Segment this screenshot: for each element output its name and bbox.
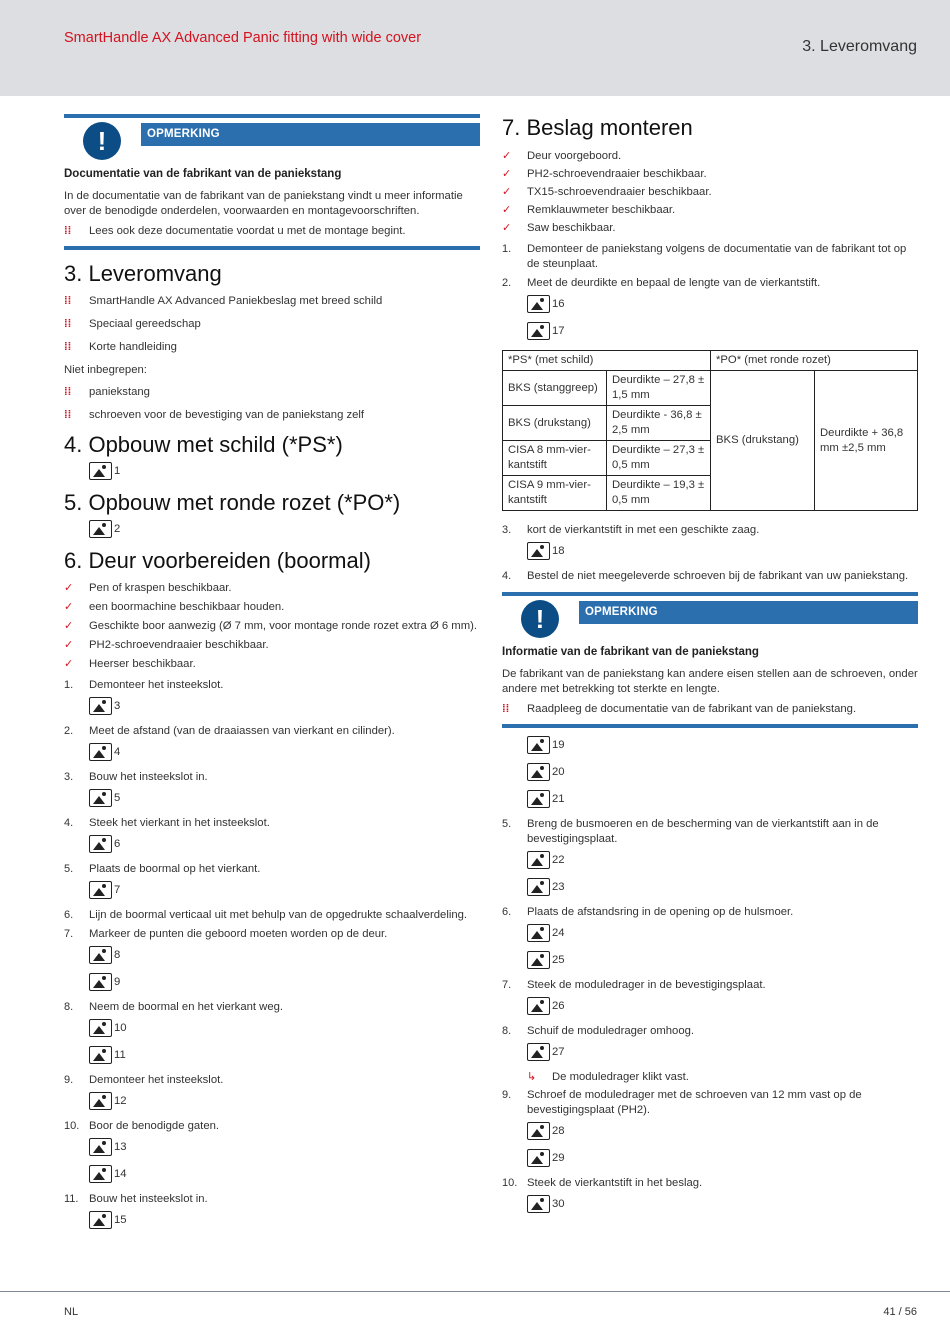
figure-number: 18 xyxy=(552,545,565,557)
figure-ref xyxy=(64,1138,480,1160)
image-icon xyxy=(527,878,550,896)
note-top-bar xyxy=(64,114,480,118)
note-bullet xyxy=(64,224,480,239)
figure-number: 1 xyxy=(114,465,121,477)
check-icon: ✓ xyxy=(502,204,512,216)
figure-ref xyxy=(502,924,918,946)
figure-ref xyxy=(502,295,918,317)
check-icon: ✓ xyxy=(64,601,74,613)
figure-number: 22 xyxy=(552,854,565,866)
step-number: 1. xyxy=(502,243,512,255)
image-icon xyxy=(89,1019,112,1037)
step-number: 7. xyxy=(502,979,512,991)
step-item xyxy=(64,724,480,739)
figure-ref xyxy=(64,789,480,811)
list-item-text: Saw beschikbaar. xyxy=(527,222,616,234)
step-item xyxy=(502,276,918,291)
image-icon xyxy=(527,542,550,560)
note-box xyxy=(64,114,480,162)
note-text: In de documentatie van de fabrikant van de paniekstang vindt u meer informatie over de benodigde onderdelen, voorwaarden en montagevoorschriften. xyxy=(64,190,463,217)
image-icon xyxy=(527,851,550,869)
note-text: De fabrikant van de paniekstang kan andere eisen stellen aan de schroeven, onder andere met betrekking tot sterkte en lengte. xyxy=(502,668,918,695)
image-icon xyxy=(89,835,112,853)
list-item xyxy=(64,340,480,355)
figure-number: 21 xyxy=(552,793,565,805)
figure-ref xyxy=(502,322,918,344)
image-icon xyxy=(89,1092,112,1110)
image-icon xyxy=(527,951,550,969)
step-text: Demonteer de paniekstang volgens de documentatie van de fabrikant tot op de steunplaat. xyxy=(527,243,907,270)
step-number: 8. xyxy=(64,1001,74,1013)
image-icon xyxy=(527,295,550,313)
image-icon xyxy=(89,973,112,991)
section-7-heading: 7. Beslag monteren xyxy=(502,115,693,140)
figure-ref xyxy=(502,763,918,785)
dimensions-table xyxy=(502,350,918,511)
figure-ref xyxy=(64,946,480,968)
step-number: 4. xyxy=(64,817,74,829)
exclamation-icon: ! xyxy=(83,122,121,160)
image-icon xyxy=(89,462,112,480)
step-text: Steek de moduledrager in de bevestigingsplaat. xyxy=(527,979,766,991)
step-item xyxy=(502,523,918,538)
step-number: 10. xyxy=(64,1120,80,1132)
image-icon xyxy=(527,322,550,340)
step-text: Steek de vierkantstift in het beslag. xyxy=(527,1177,703,1189)
figure-number: 5 xyxy=(114,792,121,804)
list-item-text: Korte handleiding xyxy=(89,341,177,353)
list-item xyxy=(502,185,918,200)
section-3-heading: 3. Leveromvang xyxy=(64,261,222,286)
figure-ref xyxy=(64,697,480,719)
figure-number: 3 xyxy=(114,700,121,712)
table-cell: CISA 9 mm-vierkantstift xyxy=(503,476,607,511)
figure-ref xyxy=(64,1092,480,1114)
step-text: Bouw het insteekslot in. xyxy=(89,1193,208,1205)
step-text: Schroef de moduledrager met de schroeven van 12 mm vast op de bevestigingsplaat (PH2). xyxy=(527,1089,862,1116)
step-text: Plaats de afstandsring in de opening op de hulsmoer. xyxy=(527,906,794,918)
list-item xyxy=(502,167,918,182)
table-cell: Deurdikte – 27,3 ± 0,5 mm xyxy=(607,441,711,476)
figure-group xyxy=(502,736,918,812)
figure-number: 15 xyxy=(114,1214,127,1226)
figure-number: 10 xyxy=(114,1022,127,1034)
step-number: 2. xyxy=(502,277,512,289)
figure-number: 23 xyxy=(552,881,565,893)
image-icon xyxy=(527,763,550,781)
step-number: 5. xyxy=(64,863,74,875)
check-icon: ✓ xyxy=(502,168,512,180)
step-item xyxy=(502,817,918,847)
figure-number: 4 xyxy=(114,746,121,758)
step-number: 8. xyxy=(502,1025,512,1037)
step-number: 1. xyxy=(64,679,74,691)
figure-number: 24 xyxy=(552,927,565,939)
check-icon: ✓ xyxy=(64,658,74,670)
figure-number: 29 xyxy=(552,1152,565,1164)
figure-ref xyxy=(502,790,918,812)
left-column xyxy=(64,114,480,1238)
figure-number: 27 xyxy=(552,1046,565,1058)
figure-number: 25 xyxy=(552,954,565,966)
note-label: OPMERKING xyxy=(141,123,480,146)
list-item xyxy=(64,385,480,400)
step-item xyxy=(64,862,480,877)
bullet-icon: ⁞⁞ xyxy=(64,341,72,353)
image-icon xyxy=(89,881,112,899)
image-icon xyxy=(527,1122,550,1140)
table-cell: Deurdikte – 27,8 ± 1,5 mm xyxy=(607,371,711,406)
step-item xyxy=(502,905,918,920)
figure-ref xyxy=(64,881,480,903)
image-icon xyxy=(89,1211,112,1229)
step-result xyxy=(527,1070,918,1085)
step-number: 6. xyxy=(64,909,74,921)
step-number: 7. xyxy=(64,928,74,940)
bullet-icon: ⁞⁞ xyxy=(64,386,72,398)
step-item xyxy=(502,1088,918,1118)
check-icon: ✓ xyxy=(502,186,512,198)
step-number: 5. xyxy=(502,818,512,830)
table-cell: BKS (drukstang) xyxy=(503,406,607,441)
step-number: 9. xyxy=(64,1074,74,1086)
note-bullet xyxy=(502,702,918,717)
section-label: 3. Leveromvang xyxy=(802,38,917,55)
step-item xyxy=(64,1073,480,1088)
section-6-heading: 6. Deur voorbereiden (boormal) xyxy=(64,548,371,573)
step-item xyxy=(64,678,480,693)
figure-ref xyxy=(502,1043,918,1065)
right-column xyxy=(502,114,918,1222)
figure-number: 8 xyxy=(114,949,121,961)
figure-ref xyxy=(502,736,918,758)
list-item-text: Geschikte boor aanwezig (Ø 7 mm, voor montage ronde rozet extra Ø 6 mm). xyxy=(89,620,478,632)
figure-number: 20 xyxy=(552,766,565,778)
figure-ref xyxy=(64,743,480,765)
step-number: 10. xyxy=(502,1177,518,1189)
list-item-text: TX15-schroevendraaier beschikbaar. xyxy=(527,186,712,198)
footer-language: NL xyxy=(64,1306,79,1318)
figure-ref xyxy=(64,1019,480,1041)
footer-divider xyxy=(0,1291,950,1292)
step-item xyxy=(64,1000,480,1015)
step-text: Plaats de boormal op het vierkant. xyxy=(89,863,261,875)
note-box xyxy=(502,592,918,640)
list-item-text: Deur voorgeboord. xyxy=(527,150,622,162)
table-cell: Deurdikte + 36,8 mm ±2,5 mm xyxy=(815,371,918,511)
list-item-text: PH2-schroevendraaier beschikbaar. xyxy=(89,639,269,651)
figure-ref xyxy=(64,973,480,995)
figure-number: 26 xyxy=(552,1000,565,1012)
figure-number: 7 xyxy=(114,884,121,896)
footer-page-number: 41 / 56 xyxy=(883,1306,917,1318)
step-text: Demonteer het insteekslot. xyxy=(89,1074,224,1086)
not-included-list xyxy=(64,385,480,423)
figure-number: 16 xyxy=(552,298,565,310)
table-cell: CISA 8 mm-vierkantstift xyxy=(503,441,607,476)
list-item-text: PH2-schroevendraaier beschikbaar. xyxy=(527,168,707,180)
list-item xyxy=(502,203,918,218)
step-number: 11. xyxy=(64,1193,79,1205)
list-item xyxy=(64,317,480,332)
step-text: Meet de deurdikte en bepaal de lengte van de vierkantstift. xyxy=(527,277,821,289)
list-item-text: Speciaal gereedschap xyxy=(89,318,201,330)
image-icon xyxy=(527,997,550,1015)
figure-ref xyxy=(502,997,918,1019)
list-item xyxy=(502,221,918,236)
image-icon xyxy=(89,789,112,807)
image-icon xyxy=(527,1195,550,1213)
image-icon xyxy=(89,1138,112,1156)
requirements-list xyxy=(502,149,918,236)
list-item xyxy=(502,149,918,164)
image-icon xyxy=(527,736,550,754)
step-item xyxy=(502,569,918,584)
list-item-text: Remklauwmeter beschikbaar. xyxy=(527,204,676,216)
figure-number: 17 xyxy=(552,325,565,337)
bullet-icon: ⁞⁞ xyxy=(502,703,510,715)
section-5-heading: 5. Opbouw met ronde rozet (*PO*) xyxy=(64,490,401,515)
table-header-ps: *PS* (met schild) xyxy=(503,351,711,371)
step-text: Markeer de punten die geboord moeten worden op de deur. xyxy=(89,928,388,940)
step-result-text: De moduledrager klikt vast. xyxy=(552,1071,689,1083)
image-icon xyxy=(527,924,550,942)
step-item xyxy=(64,770,480,785)
figure-ref xyxy=(64,520,480,542)
step-text: Bestel de niet meegeleverde schroeven bij de fabrikant van uw paniekstang. xyxy=(527,570,909,582)
step-item xyxy=(64,1192,480,1207)
figure-ref xyxy=(64,1046,480,1068)
list-item-text: schroeven voor de bevestiging van de paniekstang zelf xyxy=(89,409,365,421)
list-item xyxy=(64,581,480,596)
figure-number: 12 xyxy=(114,1095,127,1107)
step-item xyxy=(64,816,480,831)
step-item xyxy=(502,1176,918,1191)
note-bottom-bar xyxy=(64,246,480,250)
image-icon xyxy=(89,946,112,964)
figure-ref xyxy=(502,1122,918,1144)
document-title: SmartHandle AX Advanced Panic fitting with wide cover xyxy=(64,30,422,46)
figure-ref xyxy=(502,878,918,900)
step-number: 4. xyxy=(502,570,512,582)
bullet-icon: ⁞⁞ xyxy=(64,409,72,421)
step-number: 2. xyxy=(64,725,74,737)
list-item xyxy=(64,619,480,634)
note-bottom-bar xyxy=(502,724,918,728)
table-header-po: *PO* (met ronde rozet) xyxy=(711,351,918,371)
figure-ref xyxy=(64,835,480,857)
step-number: 3. xyxy=(502,524,512,536)
check-icon: ✓ xyxy=(64,639,74,651)
image-icon xyxy=(89,1046,112,1064)
list-item-text: een boormachine beschikbaar houden. xyxy=(89,601,285,613)
step-text: Demonteer het insteekslot. xyxy=(89,679,224,691)
figure-number: 28 xyxy=(552,1125,565,1137)
image-icon xyxy=(527,790,550,808)
figure-ref xyxy=(64,1165,480,1187)
step-number: 3. xyxy=(64,771,74,783)
note-bullet-text: Lees ook deze documentatie voordat u met de montage begint. xyxy=(89,225,406,237)
step-number: 9. xyxy=(502,1089,512,1101)
image-icon xyxy=(89,697,112,715)
image-icon xyxy=(527,1043,550,1061)
image-icon xyxy=(89,520,112,538)
steps-list xyxy=(64,678,480,1233)
check-icon: ✓ xyxy=(64,582,74,594)
step-item xyxy=(64,1119,480,1134)
list-item-text: SmartHandle AX Advanced Paniekbeslag met breed schild xyxy=(89,295,383,307)
figure-ref xyxy=(502,951,918,973)
not-included-label: Niet inbegrepen: xyxy=(64,364,147,376)
image-icon xyxy=(89,743,112,761)
step-item xyxy=(64,927,480,942)
bullet-icon: ⁞⁞ xyxy=(64,295,72,307)
figure-ref xyxy=(502,1149,918,1171)
note-bullet-text: Raadpleeg de documentatie van de fabrikant van de paniekstang. xyxy=(527,703,857,715)
list-item xyxy=(64,294,480,309)
table-cell: BKS (stanggreep) xyxy=(503,371,607,406)
result-arrow-icon: ↳ xyxy=(527,1071,537,1083)
note-title: Informatie van de fabrikant van de paniekstang xyxy=(502,646,759,658)
list-item xyxy=(64,657,480,672)
list-item-text: Pen of kraspen beschikbaar. xyxy=(89,582,232,594)
table-cell: BKS (drukstang) xyxy=(711,371,815,511)
figure-number: 11 xyxy=(114,1049,126,1061)
figure-ref xyxy=(64,1211,480,1233)
steps-list xyxy=(502,242,918,344)
figure-number: 13 xyxy=(114,1141,127,1153)
exclamation-icon: ! xyxy=(521,600,559,638)
figure-ref xyxy=(64,462,480,484)
table-cell: Deurdikte – 19,3 ± 0,5 mm xyxy=(607,476,711,511)
figure-number: 2 xyxy=(114,523,121,535)
section-4-heading: 4. Opbouw met schild (*PS*) xyxy=(64,432,343,457)
figure-number: 30 xyxy=(552,1198,565,1210)
figure-number: 6 xyxy=(114,838,121,850)
image-icon xyxy=(89,1165,112,1183)
list-item xyxy=(64,600,480,615)
note-top-bar xyxy=(502,592,918,596)
list-item-text: Heerser beschikbaar. xyxy=(89,658,196,670)
list-item-text: paniekstang xyxy=(89,386,150,398)
figure-number: 19 xyxy=(552,739,565,751)
step-text: Meet de afstand (van de draaiassen van vierkant en cilinder). xyxy=(89,725,395,737)
list-item xyxy=(64,408,480,423)
figure-number: 14 xyxy=(114,1168,127,1180)
step-text: kort de vierkantstift in met een geschikte zaag. xyxy=(527,524,760,536)
step-text: Neem de boormal en het vierkant weg. xyxy=(89,1001,284,1013)
figure-ref xyxy=(502,1195,918,1217)
check-icon: ✓ xyxy=(502,150,512,162)
step-text: Breng de busmoeren en de bescherming van de vierkantstift aan in de bevestigingsplaat. xyxy=(527,818,879,845)
note-title: Documentatie van de fabrikant van de paniekstang xyxy=(64,168,342,180)
step-item xyxy=(502,1024,918,1039)
bullet-icon: ⁞⁞ xyxy=(64,318,72,330)
page-header xyxy=(0,0,950,96)
step-text: Boor de benodigde gaten. xyxy=(89,1120,220,1132)
steps-list xyxy=(502,817,918,1217)
check-icon: ✓ xyxy=(502,222,512,234)
step-text: Steek het vierkant in het insteekslot. xyxy=(89,817,270,829)
step-item xyxy=(502,242,918,272)
scope-list xyxy=(64,294,480,355)
table-cell: Deurdikte - 36,8 ± 2,5 mm xyxy=(607,406,711,441)
requirements-list xyxy=(64,581,480,672)
step-item xyxy=(502,978,918,993)
list-item xyxy=(64,638,480,653)
figure-ref xyxy=(502,851,918,873)
bullet-icon: ⁞⁞ xyxy=(64,225,72,237)
step-text: Bouw het insteekslot in. xyxy=(89,771,208,783)
step-text: Lijn de boormal verticaal uit met behulp van de opgedrukte schaalverdeling. xyxy=(89,909,468,921)
check-icon: ✓ xyxy=(64,620,74,632)
step-item xyxy=(64,908,480,923)
note-label: OPMERKING xyxy=(579,601,918,624)
step-number: 6. xyxy=(502,906,512,918)
figure-number: 9 xyxy=(114,976,121,988)
image-icon xyxy=(527,1149,550,1167)
step-text: Schuif de moduledrager omhoog. xyxy=(527,1025,695,1037)
steps-list xyxy=(502,523,918,584)
figure-ref xyxy=(502,542,918,564)
